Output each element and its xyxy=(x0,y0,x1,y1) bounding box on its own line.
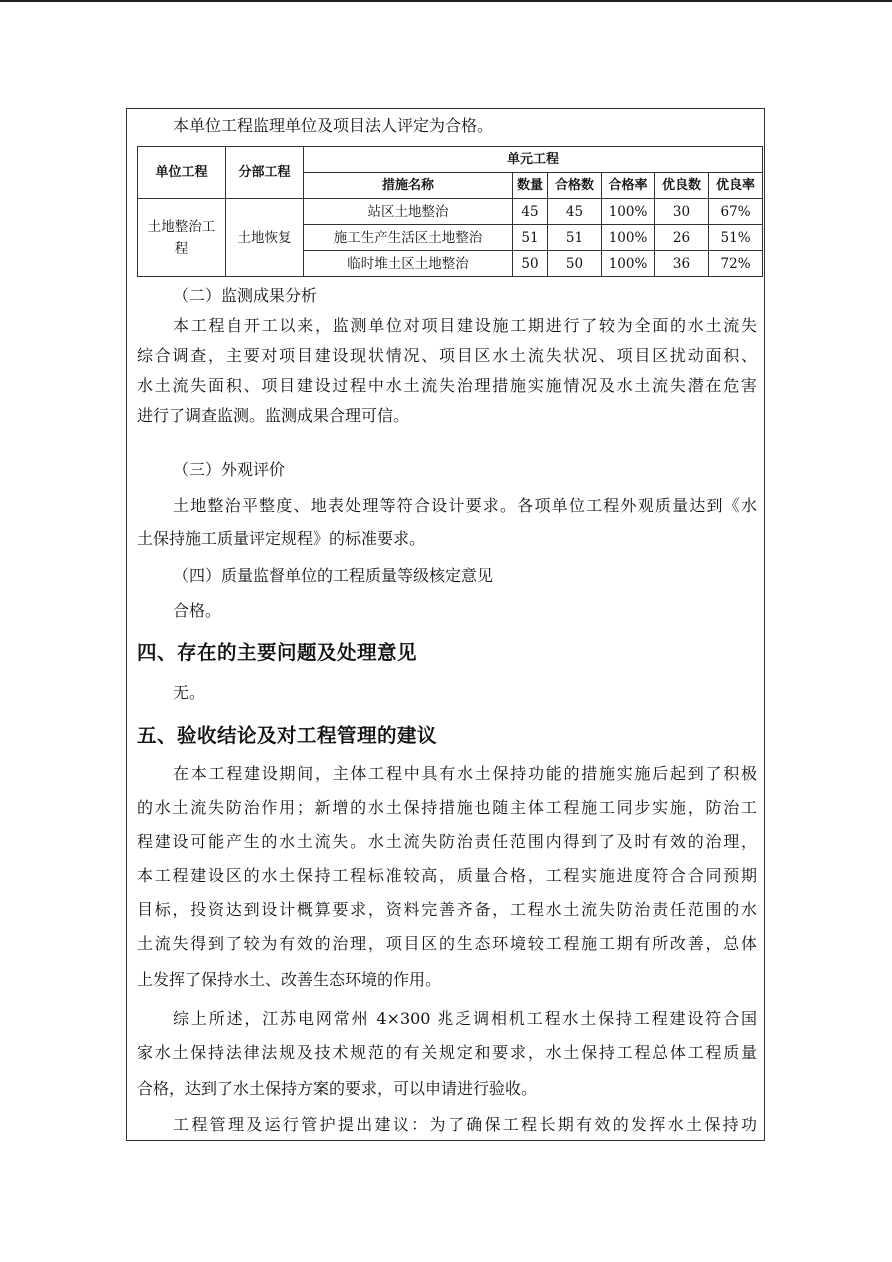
header-sub-project: 分部工程 xyxy=(226,147,304,199)
cell-excellent-count: 30 xyxy=(655,199,709,225)
para-1-line-5: 目标，投资达到设计概算要求，资料完善齐备，工程水土流失防治责任范围的水 xyxy=(137,900,757,919)
cell-excellent-rate: 72% xyxy=(709,251,763,277)
para-1-line-6: 土流失得到了较为有效的治理，项目区的生态环境较工程施工期有所改善，总体 xyxy=(137,934,757,953)
cell-pass-rate: 100% xyxy=(602,251,655,277)
cell-unit-project: 土地整治工程 xyxy=(138,199,226,277)
cell-measure-name: 临时堆土区土地整治 xyxy=(304,251,513,277)
section-3-title: （三）外观评价 xyxy=(173,460,286,479)
para-1-line-7: 上发挥了保持水土、改善生态环境的作用。 xyxy=(137,970,442,989)
unit-project-table xyxy=(137,146,763,277)
header-pass-rate: 合格率 xyxy=(602,173,655,199)
section-4-text: 合格。 xyxy=(173,601,222,620)
header-measure-name: 措施名称 xyxy=(304,173,513,199)
cell-count: 50 xyxy=(513,251,548,277)
header-element-project: 单元工程 xyxy=(304,147,763,173)
para-1-line-4: 本工程建设区的水土保持工程标准较高，质量合格，工程实施进度符合合同预期 xyxy=(137,866,757,885)
header-pass-count: 合格数 xyxy=(548,173,602,199)
heading-4-text: 无。 xyxy=(173,683,206,702)
header-excellent-rate: 优良率 xyxy=(709,173,763,199)
section-3-line-1: 土地整治平整度、地表处理等符合设计要求。各项单位工程外观质量达到《水 xyxy=(173,496,757,515)
header-count: 数量 xyxy=(513,173,548,199)
cell-excellent-count: 36 xyxy=(655,251,709,277)
cell-excellent-count: 26 xyxy=(655,225,709,251)
intro-line: 本单位工程监理单位及项目法人评定为合格。 xyxy=(173,116,494,135)
cell-pass-rate: 100% xyxy=(602,225,655,251)
header-unit-project: 单位工程 xyxy=(138,147,226,199)
cell-measure-name: 施工生产生活区土地整治 xyxy=(304,225,513,251)
document-frame xyxy=(126,108,765,1141)
cell-pass-count: 50 xyxy=(548,251,602,277)
section-2-title: （二）监测成果分析 xyxy=(173,286,318,305)
header-excellent-count: 优良数 xyxy=(655,173,709,199)
table-row xyxy=(138,199,763,225)
cell-count: 51 xyxy=(513,225,548,251)
section-2-line-4: 进行了调查监测。监测成果合理可信。 xyxy=(137,406,410,425)
para-2-line-2: 家水土保持法律法规及技术规范的有关规定和要求，水土保持工程总体工程质量 xyxy=(137,1043,757,1062)
section-2-line-1: 本工程自开工以来，监测单位对项目建设施工期进行了较为全面的水土流失 xyxy=(173,316,757,335)
para-2-line-3: 合格，达到了水土保持方案的要求，可以申请进行验收。 xyxy=(137,1079,538,1098)
cell-excellent-rate: 51% xyxy=(709,225,763,251)
para-1-line-1: 在本工程建设期间，主体工程中具有水土保持功能的措施实施后起到了积极 xyxy=(173,764,757,783)
section-3-line-2: 土保持施工质量评定规程》的标准要求。 xyxy=(137,529,426,548)
para-1-line-2: 的水土流失防治作用；新增的水土保持措施也随主体工程施工同步实施，防治工 xyxy=(137,798,757,817)
cell-pass-count: 51 xyxy=(548,225,602,251)
cell-count: 45 xyxy=(513,199,548,225)
heading-4: 四、存在的主要问题及处理意见 xyxy=(137,641,418,664)
section-4-title: （四）质量监督单位的工程质量等级核定意见 xyxy=(173,566,494,585)
cell-pass-count: 45 xyxy=(548,199,602,225)
para-1-line-3: 程建设可能产生的水土流失。水土流失防治责任范围内得到了及时有效的治理， xyxy=(137,832,757,851)
heading-5: 五、验收结论及对工程管理的建议 xyxy=(137,724,438,747)
page-top-rule xyxy=(0,0,892,2)
cell-measure-name: 站区土地整治 xyxy=(304,199,513,225)
cell-pass-rate: 100% xyxy=(602,199,655,225)
para-2-line-1: 综上所述，江苏电网常州 4×300 兆乏调相机工程水土保持工程建设符合国 xyxy=(173,1009,757,1028)
cell-sub-project: 土地恢复 xyxy=(226,199,304,277)
para-3-line-1: 工程管理及运行管护提出建议：为了确保工程长期有效的发挥水土保持功 xyxy=(173,1115,757,1134)
section-2-line-2: 综合调查，主要对项目建设现状情况、项目区水土流失状况、项目区扰动面积、 xyxy=(137,346,757,365)
section-2-line-3: 水土流失面积、项目建设过程中水土流失治理措施实施情况及水土流失潜在危害 xyxy=(137,376,757,395)
cell-excellent-rate: 67% xyxy=(709,199,763,225)
